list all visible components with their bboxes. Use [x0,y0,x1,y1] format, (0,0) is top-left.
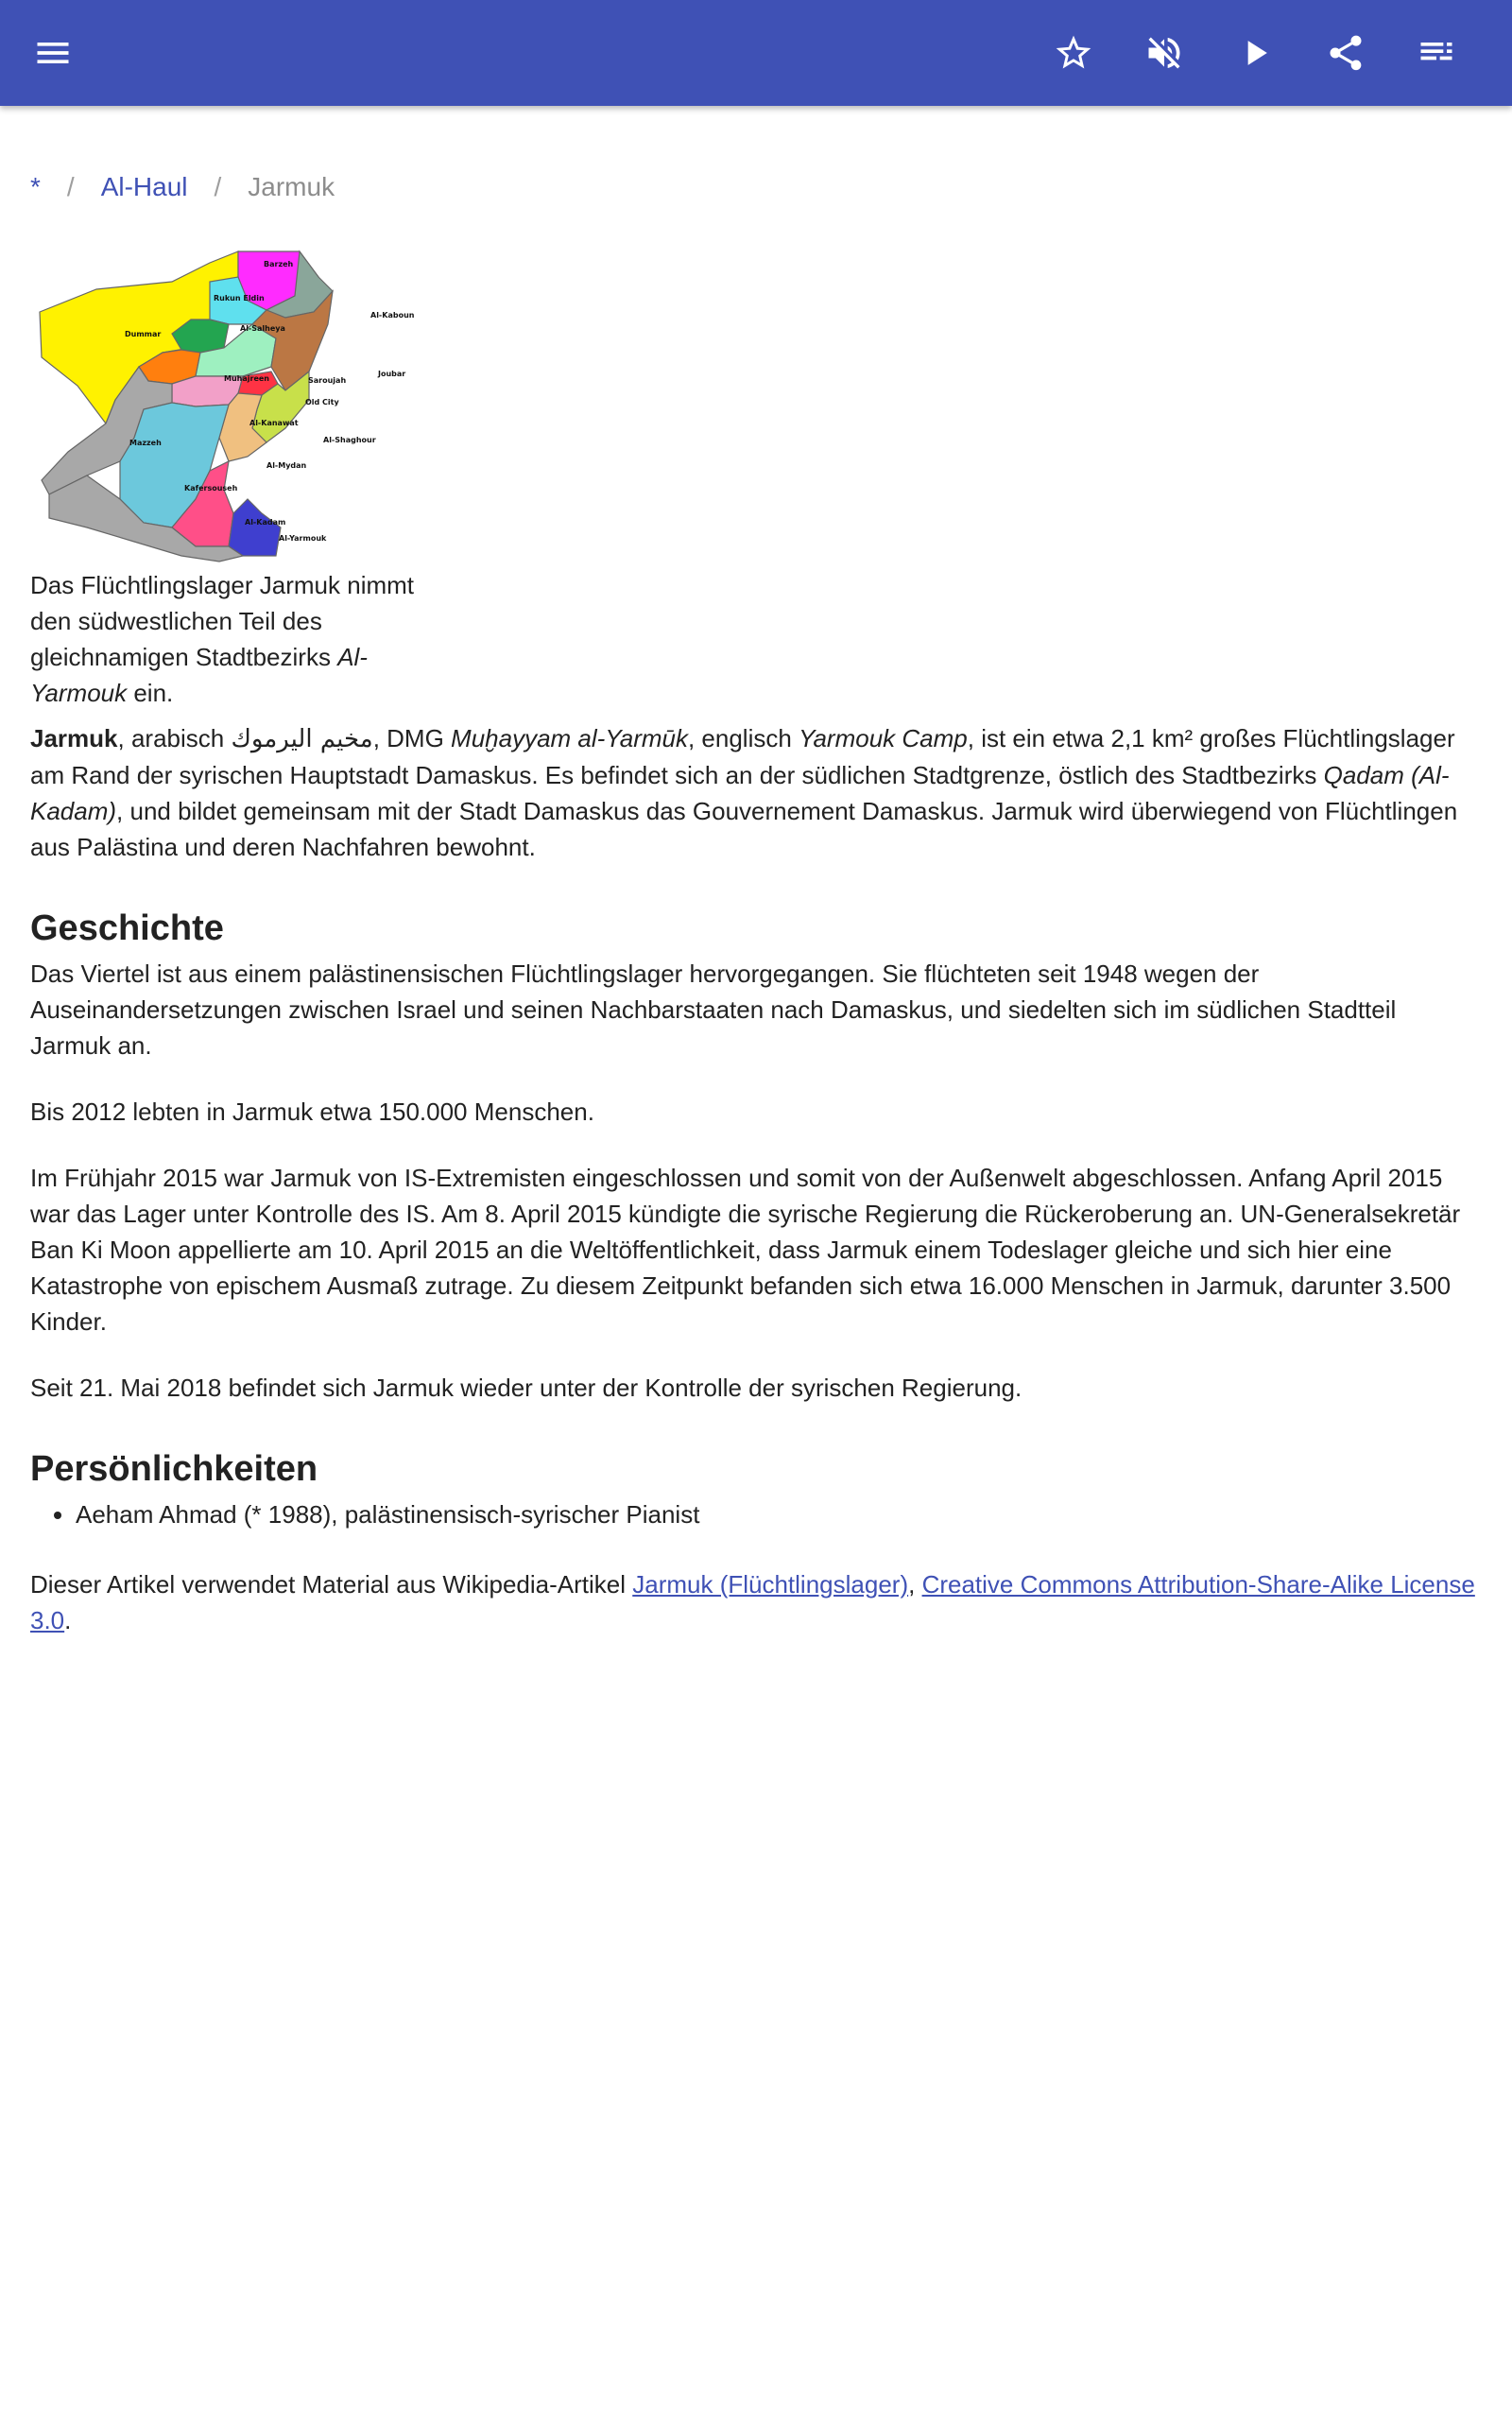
map-label: Al-Kadam [245,518,286,527]
license-link[interactable]: Creative Commons Attribution-Share-Alike License 3.0 [30,1570,1475,1634]
intro-text: , englisch [687,724,799,752]
intro-text: , ist ein etwa 2,1 km² großes Flüchtlingslager am Rand der syrischen Hauptstadt Damaskus. Es befindet sich an der südlichen Stadtgrenze, östlich des Stadtbezirks [30,724,1455,789]
volume-off-icon[interactable] [1134,23,1194,83]
menu-icon[interactable] [23,23,83,83]
dmg-transliteration: Muḫayyam al-Yarmūk [451,724,688,752]
damascus-districts-map[interactable] [30,244,446,565]
article-subject: Jarmuk [30,724,118,752]
breadcrumb-parent-link[interactable]: Al-Haul [100,172,188,201]
english-name: Yarmouk Camp [799,724,968,752]
share-icon[interactable] [1315,23,1376,83]
arabic-name: مخيم اليرموك [231,725,373,753]
map-label: Al-Kaboun [370,311,415,320]
map-label: Al-Shaghour [323,436,376,444]
star-outline-icon[interactable] [1043,23,1104,83]
caption-end: ein. [127,679,174,707]
footer-separator: , [908,1570,922,1599]
breadcrumb-separator: / [214,172,222,201]
caption-emphasis: Al-Yarmouk [30,643,368,707]
figure-caption [30,567,446,711]
license-footer [30,1566,1482,1638]
map-label: Joubar [378,370,406,378]
intro-text: , und bildet gemeinsam mit der Stadt Damaskus das Gouvernement Damaskus. Jarmuk wird überwiegend von Flüchtlingen aus Palästina und deren Nachfahren bewohnt. [30,797,1458,861]
map-label: Kafersouseh [184,484,238,493]
breadcrumb-current: Jarmuk [248,172,335,201]
intro-paragraph [30,720,1482,865]
play-icon[interactable] [1225,23,1285,83]
map-label: Saroujah [308,376,347,385]
breadcrumb-home-link[interactable]: * [30,172,41,201]
app-bar [0,0,1512,106]
qadam-district: Qadam (Al-Kadam) [30,761,1450,825]
map-label: Dummar [125,330,162,338]
history-paragraph: Bis 2012 lebten in Jarmuk etwa 150.000 Menschen. [30,1098,594,1126]
map-label: Old City [305,398,339,406]
map-label: Barzeh [264,260,294,268]
list-icon[interactable] [1406,23,1467,83]
people-list [30,1496,1482,1532]
wikipedia-article-link[interactable]: Jarmuk (Flüchtlingslager) [632,1570,909,1599]
section-heading-people: Persönlichkeiten [30,1449,318,1489]
map-label: Al-Mydan [266,461,307,470]
breadcrumb-separator: / [66,172,75,201]
map-figure [30,244,446,711]
section-heading-history: Geschichte [30,908,224,948]
caption-text: Das Flüchtlingslager Jarmuk nimmt den südwestlichen Teil des gleichnamigen Stadtbezirks [30,571,415,671]
map-label: Al-Kanawat [249,419,299,427]
map-label: Rukun Eldin [214,294,265,302]
map-label: Al-Yarmouk [279,534,327,543]
map-label: Mazzeh [129,439,162,447]
map-label: Al-Salheya [240,324,285,333]
history-paragraph: Im Frühjahr 2015 war Jarmuk von IS-Extremisten eingeschlossen und somit von der Außenwelt abgeschlossen. Anfang April 2015 war das Lager unter Kontrolle des IS. Am 8. April 2015 kündigte die syrische Regierung die Rückeroberung an. UN-Generalsekretär Ban Ki Moon appellierte am 10. April 2015 an die Weltöffentlichkeit, dass Jarmuk einem Todeslager gleiche und sich hier eine Katastrophe von epischem Ausmaß zutrage. Zu diesem Zeitpunkt befanden sich etwa 16.000 Menschen in Jarmuk, darunter 3.500 Kinder. [30,1164,1461,1336]
history-paragraph: Das Viertel ist aus einem palästinensischen Flüchtlingslager hervorgegangen. Sie flüchteten seit 1948 wegen der Auseinandersetzungen zwischen Israel und seinen Nachbarstaaten nach Damaskus, und siedelten sich im südlichen Stadtteil Jarmuk an. [30,959,1397,1060]
intro-text: , DMG [372,724,452,752]
list-item: • Aeham Ahmad (* 1988), palästinensisch-syrischer Pianist [76,1496,1482,1532]
footer-text: Dieser Artikel verwendet Material aus Wikipedia-Artikel [30,1570,633,1599]
history-paragraph: Seit 21. Mai 2018 befindet sich Jarmuk wieder unter der Kontrolle der syrischen Regierung. [30,1374,1022,1402]
breadcrumb [30,168,335,206]
intro-text: , arabisch [117,724,232,752]
article-content [30,244,1482,1668]
map-label: Muhajreen [224,374,269,383]
footer-end: . [64,1606,72,1634]
